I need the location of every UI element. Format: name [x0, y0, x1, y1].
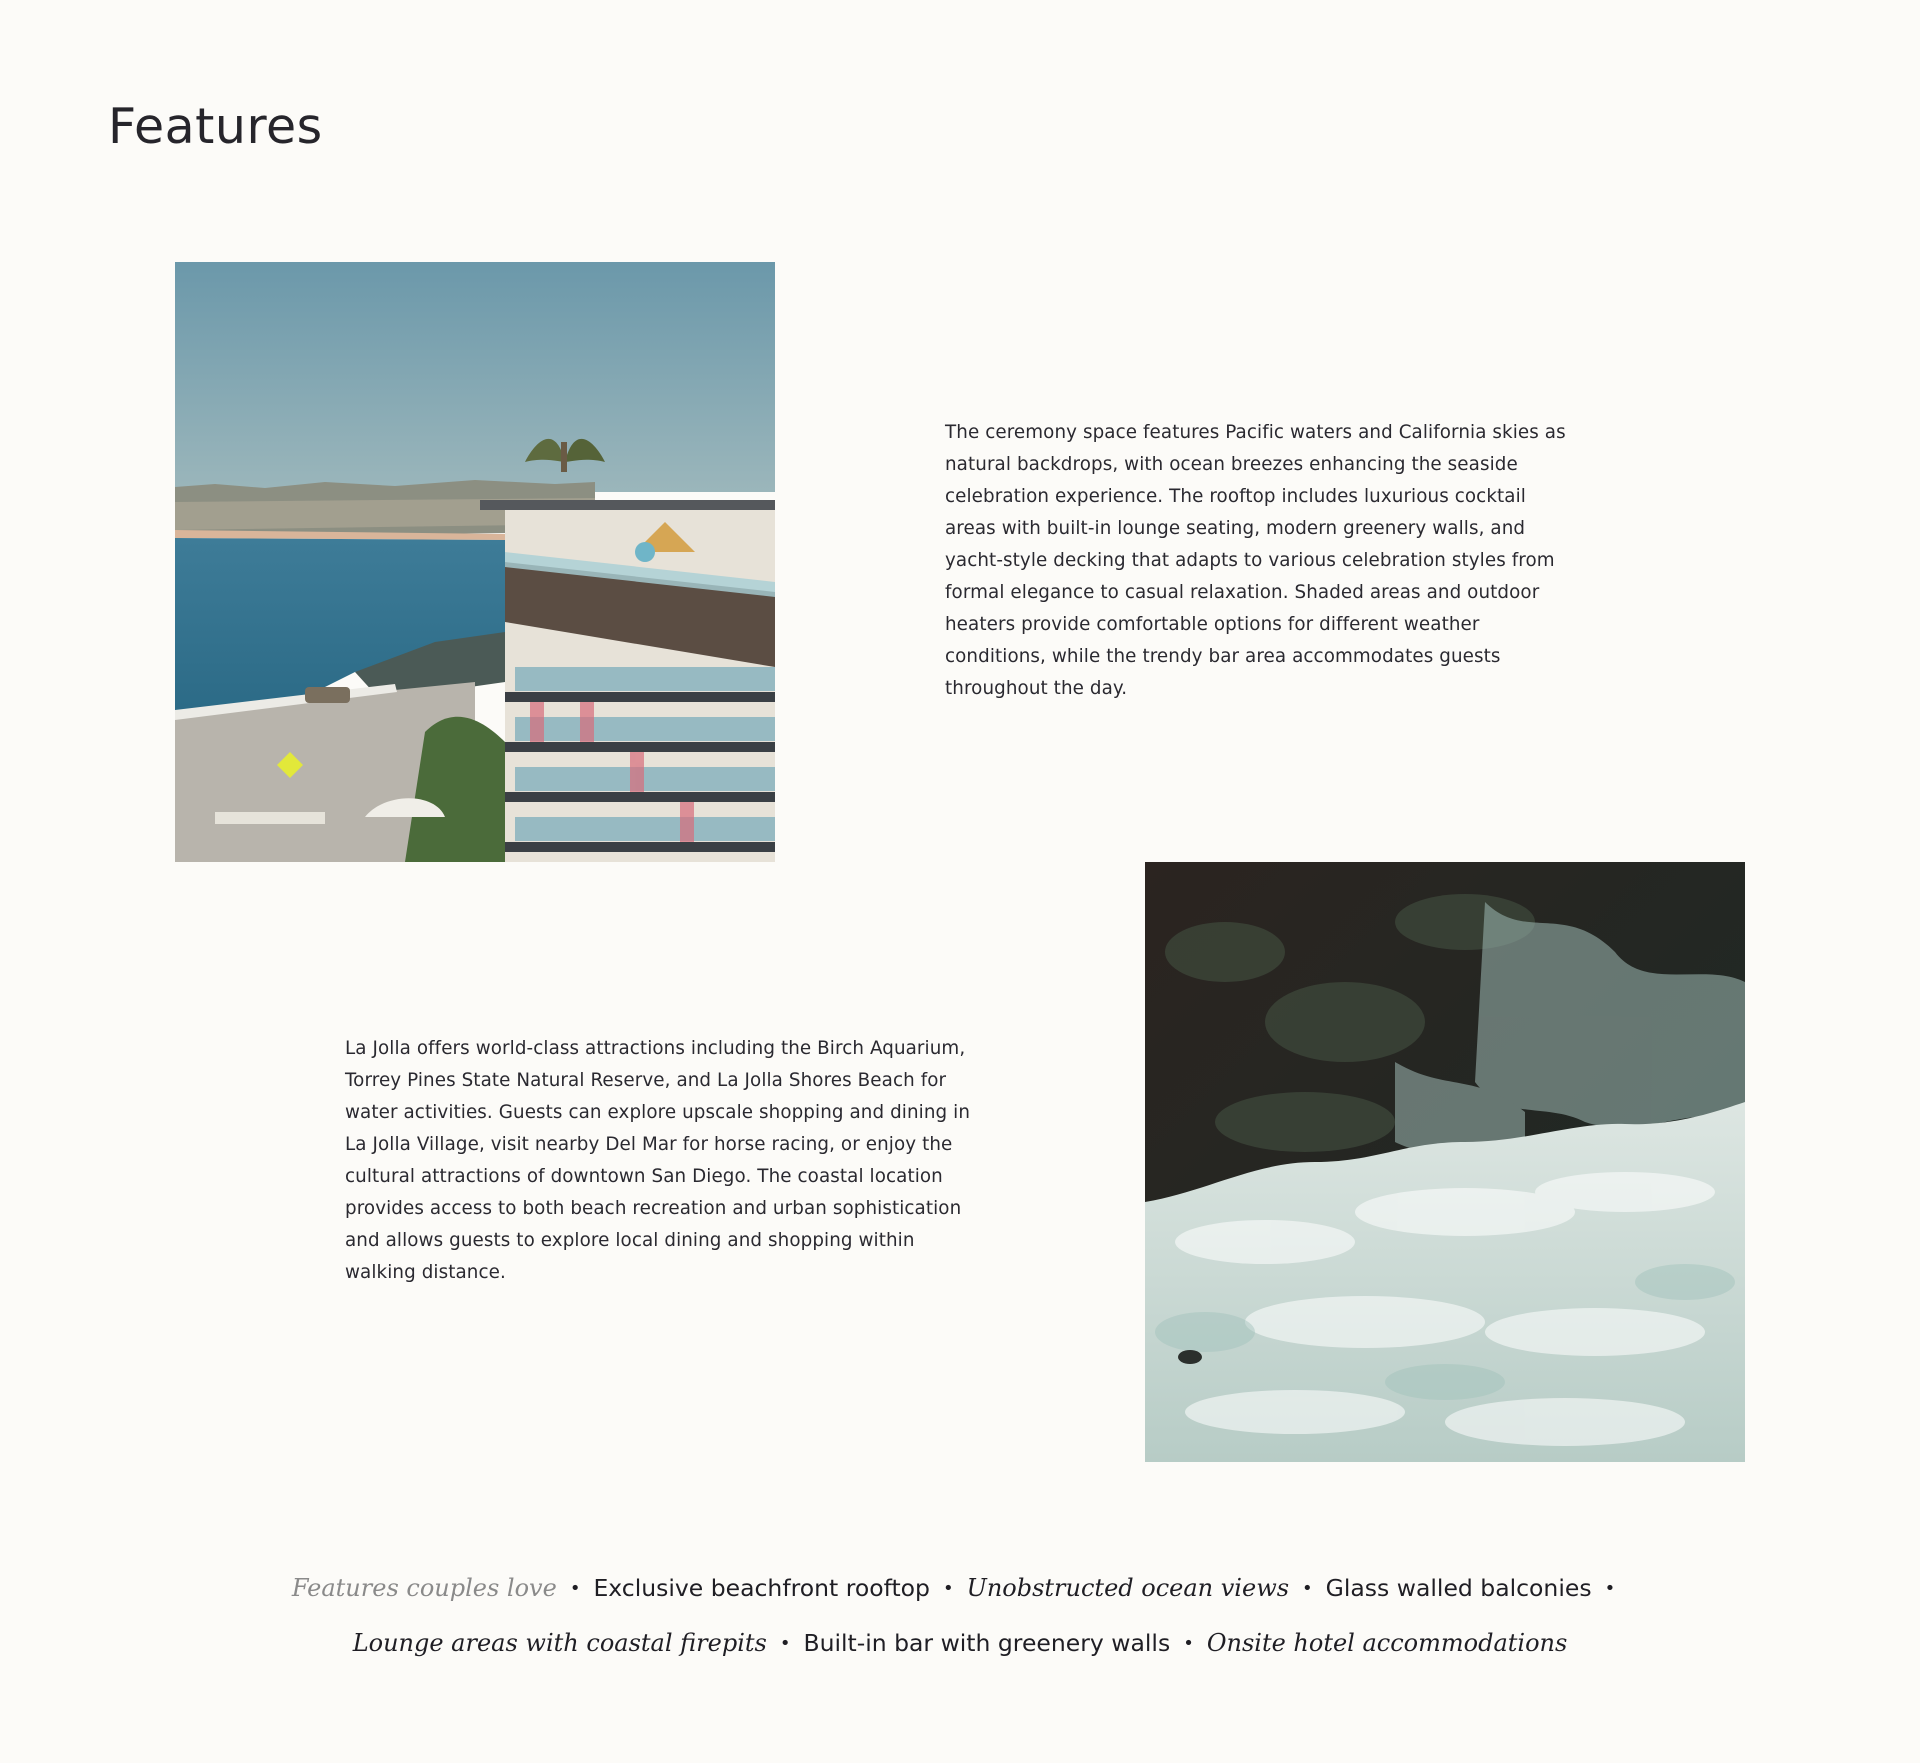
- feature-item: Lounge areas with coastal firepits: [352, 1629, 767, 1657]
- separator-dot: •: [569, 1578, 581, 1599]
- feature-item: Onsite hotel accommodations: [1206, 1629, 1568, 1657]
- separator-dot: •: [942, 1578, 954, 1599]
- separator-dot: •: [1604, 1578, 1616, 1599]
- ocean-waves-photo: [1145, 862, 1745, 1462]
- hotel-rooftop-photo: [175, 262, 775, 862]
- features-lead: Features couples love: [291, 1574, 557, 1602]
- feature-item: Exclusive beachfront rooftop: [593, 1574, 930, 1602]
- features-list: [160, 1562, 1760, 1672]
- separator-dot: •: [1183, 1633, 1194, 1654]
- feature-item: Built-in bar with greenery walls: [803, 1629, 1171, 1657]
- ceremony-description: The ceremony space features Pacific waters and California skies as natural backdrops, with ocean breezes enhancing the seaside celebration experience. The rooftop includes luxurious cocktail areas with built-in lounge seating, modern greenery walls, and yacht-style decking that adapts to various celebration styles from formal elegance to casual relaxation. Shaded areas and outdoor heaters provide comfortable options for different weather conditions, while the trendy bar area accommodates guests throughout the day.: [945, 422, 1566, 699]
- page-title: Features: [108, 98, 323, 155]
- separator-dot: •: [1302, 1578, 1313, 1599]
- feature-item: Unobstructed ocean views: [966, 1574, 1290, 1602]
- attractions-description: La Jolla offers world-class attractions including the Birch Aquarium, Torrey Pines State Natural Reserve, and La Jolla Shores Beach for water activities. Guests can explore upscale shopping and dining in La Jolla Village, visit nearby Del Mar for horse racing, or enjoy the cultural attractions of downtown San Diego. The coastal location provides access to both beach recreation and urban sophistication and allows guests to explore local dining and shopping within walking distance.: [345, 1038, 971, 1283]
- separator-dot: •: [779, 1633, 791, 1654]
- feature-item: Glass walled balconies: [1325, 1574, 1592, 1602]
